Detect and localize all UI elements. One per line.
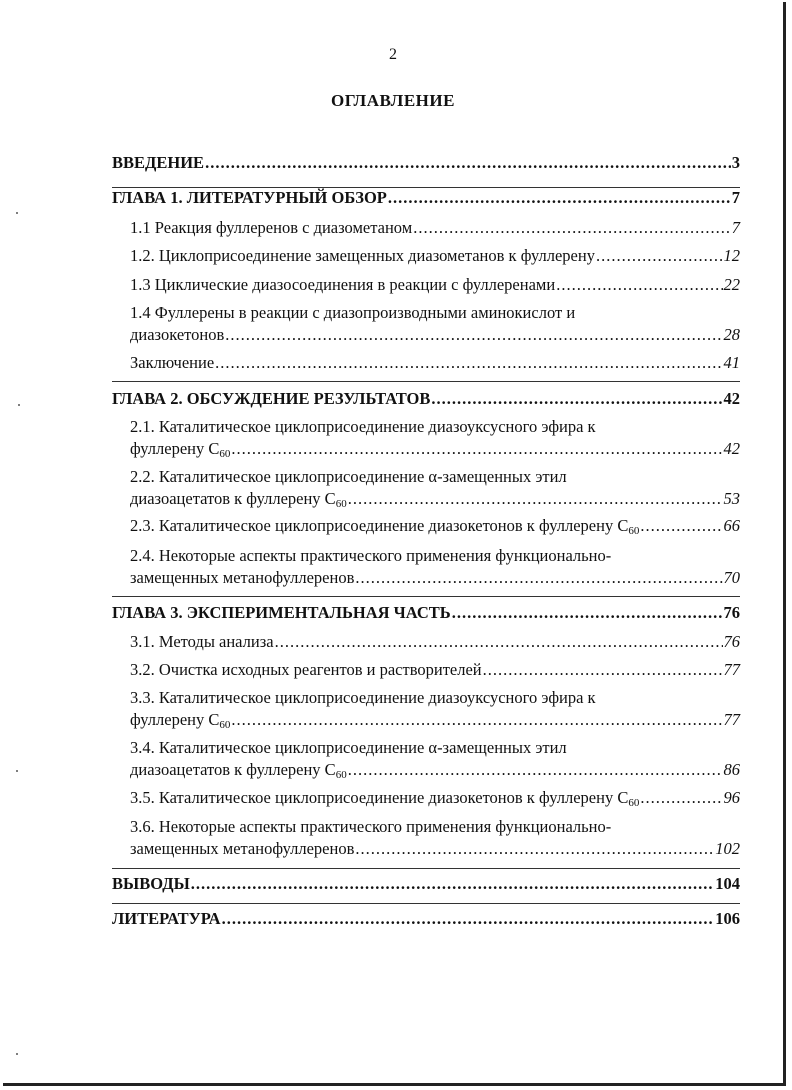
scan-speck [16,1053,18,1055]
toc-entry-first-line: 2.1. Каталитическое циклоприсоединение диазоуксусного эфира к [130,417,596,436]
subscript: 60 [219,719,231,731]
toc-entry-text: диазоацетатов к фуллерену C60 [130,489,347,510]
dot-leader [388,187,731,209]
toc-entry-text: ВВЕДЕНИЕ [112,153,205,172]
toc-entry-text: ВЫВОДЫ [112,874,190,893]
toc-entry-text: замещенных метанофуллеренов [130,568,355,587]
toc-entry-page: 102 [715,839,740,858]
toc-entry-page: 28 [723,325,740,344]
divider [112,903,740,904]
dot-leader [191,873,714,895]
dot-leader [348,488,723,510]
dot-leader [355,838,714,860]
scan-speck [16,770,18,772]
toc-entry-text: фуллерену C60 [130,439,231,460]
toc-entry-1-3[interactable] [112,274,740,296]
toc-entry-first-line: 2.2. Каталитическое циклоприсоединение α-замещенных этил [130,467,567,486]
dot-leader [413,217,731,239]
toc-entry-summary[interactable] [112,352,740,374]
scan-speck [16,212,18,214]
toc-entry-3-6[interactable] [112,816,740,860]
toc-entry-2-4[interactable] [112,545,740,589]
toc-entry-3-4[interactable] [112,737,740,786]
toc-entry-text: 1.3 Циклические диазосоединения в реакции с фуллеренами [130,275,556,294]
toc-entry-text: замещенных метанофуллеренов [130,839,355,858]
toc-entry-text: 2.3. Каталитическое циклоприсоединение диазокетонов к фуллерену C60 [130,516,640,537]
subscript: 60 [628,797,640,809]
toc-entry-first-line: 3.4. Каталитическое циклоприсоединение α-замещенных этил [130,738,567,757]
toc-entry-2-2[interactable] [112,466,740,515]
toc-entry-page: 77 [723,660,740,679]
toc-chapter-1[interactable] [112,187,740,209]
toc-entry-page: 42 [723,439,740,458]
toc-chapter-title: ГЛАВА 2. ОБСУЖДЕНИЕ РЕЗУЛЬТАТОВ [112,389,431,408]
dot-leader [205,152,731,174]
toc-entry-page: 106 [715,909,740,928]
subscript: 60 [628,525,640,537]
dot-leader [452,602,723,624]
toc-entry-text: 1.1 Реакция фуллеренов с диазометаном [130,218,413,237]
toc-entry-page: 41 [723,353,740,372]
page-number: 2 [389,46,397,63]
toc-entry-references[interactable] [112,908,740,930]
toc-entry-text: ЛИТЕРАТУРА [112,909,221,928]
toc-entry-1-1[interactable] [112,217,740,239]
toc-chapter-page: 76 [723,603,740,622]
dot-leader [231,709,722,731]
divider [112,868,740,869]
toc-entry-3-1[interactable] [112,631,740,653]
subscript: 60 [335,498,347,510]
toc-entry-text: 3.1. Методы анализа [130,632,274,651]
toc-entry-3-2[interactable] [112,659,740,681]
toc-entry-1-2[interactable] [112,245,740,267]
dot-leader [640,787,722,809]
dot-leader [431,388,722,410]
toc-entry-page: 3 [731,153,740,172]
toc-entry-page: 7 [731,218,740,237]
toc-entry-2-1[interactable] [112,416,740,465]
toc-entry-page: 104 [715,874,740,893]
toc-entry-first-line: 3.3. Каталитическое циклоприсоединение диазоуксусного эфира к [130,688,596,707]
toc-entry-page: 12 [723,246,740,265]
dot-leader [348,759,723,781]
toc-entry-text: 1.2. Циклоприсоединение замещенных диазометанов к фуллерену [130,246,595,265]
toc-entry-first-line: 2.4. Некоторые аспекты практического применения функционально- [130,546,612,565]
toc-entry-2-3[interactable] [112,515,740,542]
toc-entry-page: 53 [723,489,740,508]
toc-entry-conclusions[interactable] [112,873,740,895]
dot-leader [355,567,722,589]
subscript: 60 [335,769,347,781]
toc-entry-page: 66 [723,516,740,535]
scan-speck [18,404,20,406]
toc-entry-3-3[interactable] [112,687,740,736]
toc-entry-intro[interactable] [112,152,740,174]
toc-chapter-page: 42 [723,389,740,408]
toc-chapter-3[interactable] [112,602,740,624]
dot-leader [231,438,722,460]
toc-entry-text: диазокетонов [130,325,225,344]
toc-entry-text: фуллерену C60 [130,710,231,731]
toc-chapter-title: ГЛАВА 1. ЛИТЕРАТУРНЫЙ ОБЗОР [112,188,387,207]
toc-entry-text: Заключение [130,353,215,372]
toc-entry-3-5[interactable] [112,787,740,814]
toc-entry-page: 22 [723,275,740,294]
toc-chapter-2[interactable] [112,388,740,410]
dot-leader [483,659,723,681]
toc-entry-page: 86 [723,760,740,779]
toc-entry-page: 76 [723,632,740,651]
toc-entry-first-line: 3.6. Некоторые аспекты практического применения функционально- [130,817,612,836]
toc-entry-text: 3.5. Каталитическое циклоприсоединение диазокетонов к фуллерену C60 [130,788,640,809]
toc-entry-page: 96 [723,788,740,807]
toc-chapter-page: 7 [731,188,740,207]
toc-entry-page: 77 [723,710,740,729]
dot-leader [222,908,715,930]
divider [112,596,740,597]
toc-entry-text: 3.2. Очистка исходных реагентов и растворителей [130,660,482,679]
toc-title: ОГЛАВЛЕНИЕ [331,91,455,110]
dot-leader [640,515,722,537]
dot-leader [215,352,722,374]
toc-chapter-title: ГЛАВА 3. ЭКСПЕРИМЕНТАЛЬНАЯ ЧАСТЬ [112,603,451,622]
toc-entry-first-line: 1.4 Фуллерены в реакции с диазопроизводными аминокислот и [130,303,576,322]
subscript: 60 [219,448,231,460]
toc-entry-text: диазоацетатов к фуллерену C60 [130,760,347,781]
dot-leader [596,245,723,267]
dot-leader [225,324,722,346]
dot-leader [556,274,722,296]
divider [112,381,740,382]
toc-entry-1-4[interactable] [112,302,740,346]
dot-leader [275,631,723,653]
toc-entry-page: 70 [723,568,740,587]
